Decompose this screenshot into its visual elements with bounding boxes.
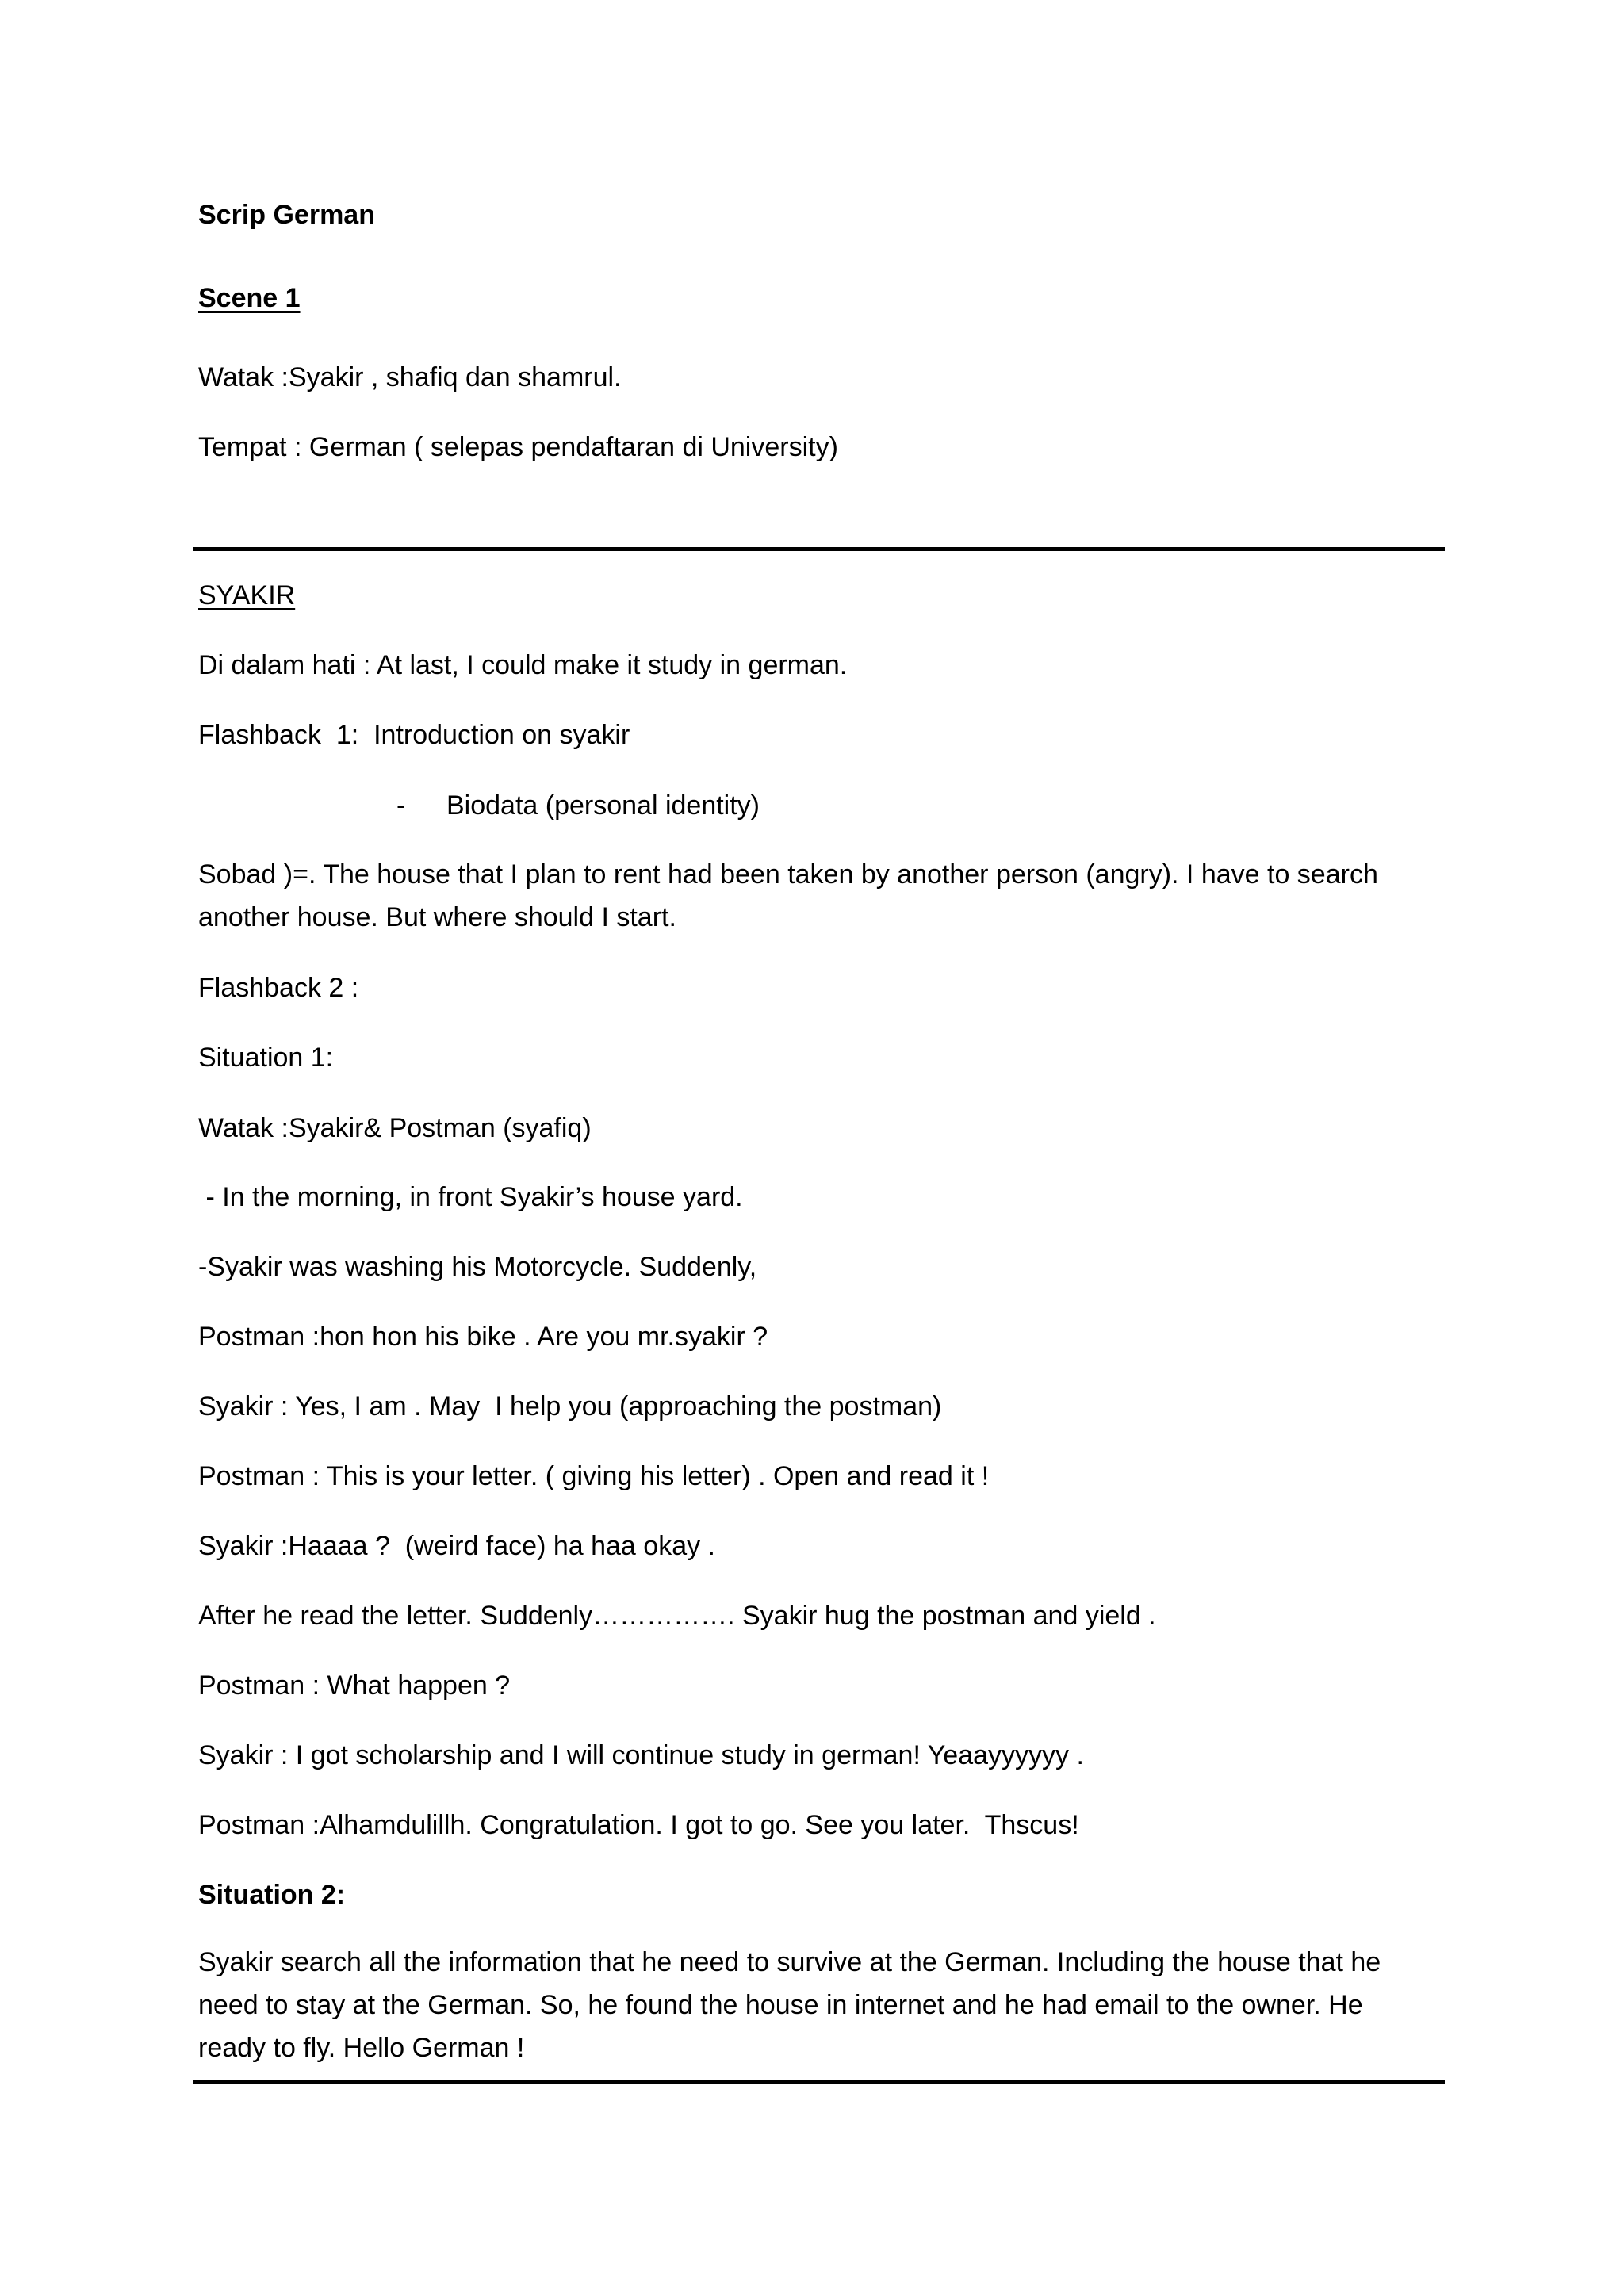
flashback2-line: Flashback 2 : <box>198 973 359 1003</box>
script-line: Postman :Alhamdulillh. Congratulation. I got to go. See you later. Thscus! <box>198 1810 1079 1840</box>
situation2-heading: Situation 2: <box>198 1880 346 1910</box>
script-line: Postman : This is your letter. ( giving his letter) . Open and read it ! <box>198 1461 990 1491</box>
bullet-text: Biodata (personal identity) <box>446 790 760 821</box>
place-line: Tempat : German ( selepas pendaftaran di University) <box>198 432 838 462</box>
situation1-heading: Situation 1: <box>198 1043 334 1073</box>
inner-thought-line: Di dalam hati : At last, I could make it study in german. <box>198 650 848 680</box>
script-line: Syakir : I got scholarship and I will continue study in german! Yeaayyyyyy . <box>198 1740 1084 1770</box>
script-line: Postman :hon hon his bike . Are you mr.syakir ? <box>198 1322 768 1352</box>
bottom-divider <box>193 2080 1445 2084</box>
document-title: Scrip German <box>198 200 375 230</box>
bullet-dash: - <box>396 790 406 821</box>
top-divider <box>193 547 1445 551</box>
speaker-heading: SYAKIR <box>198 580 296 610</box>
sobad-paragraph: Sobad )=. The house that I plan to rent had been taken by another person (angry). I have to search another house. But where should I start. <box>198 859 1378 932</box>
situation2-paragraph: Syakir search all the information that he need to survive at the German. Including the house that he need to stay at the German. So, he found the house in internet and he had email to the owner. He ready to fly. Hello German ! <box>198 1947 1381 2063</box>
script-line: After he read the letter. Suddenly……………. Syakir hug the postman and yield . <box>198 1601 1156 1631</box>
situation1-cast: Watak :Syakir& Postman (syafiq) <box>198 1113 592 1143</box>
scene-heading: Scene 1 <box>198 283 301 313</box>
script-line: Postman : What happen ? <box>198 1670 511 1701</box>
flashback1-line: Flashback 1: Introduction on syakir <box>198 720 630 750</box>
script-line: Syakir : Yes, I am . May I help you (approaching the postman) <box>198 1391 942 1422</box>
script-line: - In the morning, in front Syakir’s house yard. <box>198 1182 743 1212</box>
script-line: Syakir :Haaaa ? (weird face) ha haa okay . <box>198 1531 715 1561</box>
script-line: -Syakir was washing his Motorcycle. Suddenly, <box>198 1252 757 1282</box>
cast-line: Watak :Syakir , shafiq dan shamrul. <box>198 362 622 392</box>
